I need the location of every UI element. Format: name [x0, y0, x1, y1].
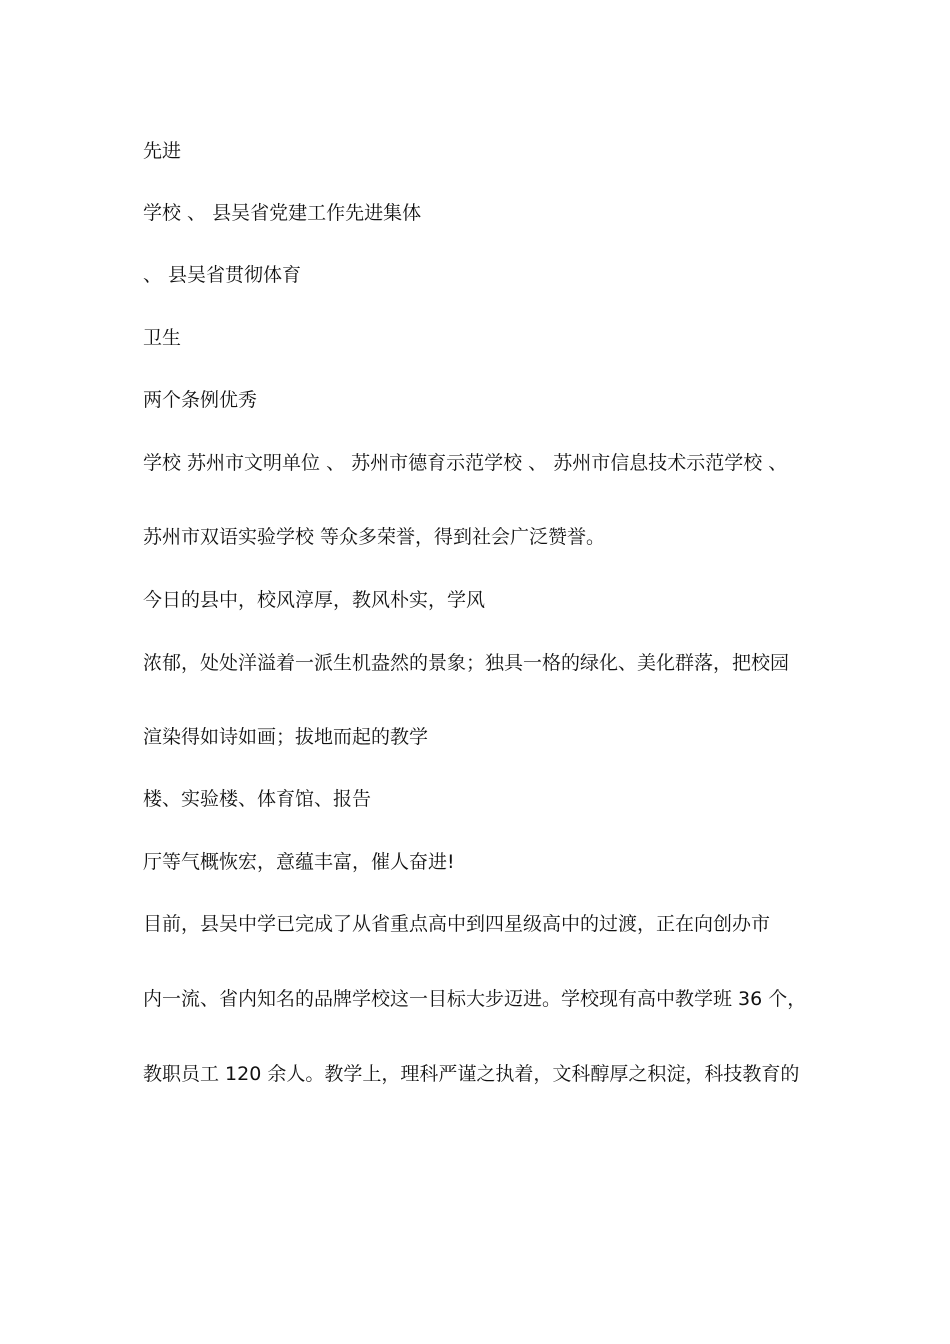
text-line-10: 渲染得如诗如画；拔地而起的教学 — [143, 726, 429, 748]
text-line-6: 学校 苏州市文明单位 、 苏州市德育示范学校 、 苏州市信息技术示范学校 、 — [143, 452, 788, 474]
text-line-11: 楼、实验楼、体育馆、报告 — [143, 788, 372, 810]
text-line-3: 、 县吴省贯彻体育 — [143, 264, 302, 286]
text-line-1: 先进 — [143, 140, 182, 162]
text-line-8: 今日的县中，校风淳厚，教风朴实，学风 — [143, 589, 486, 611]
text-line-2: 学校 、 县吴省党建工作先进集体 — [143, 202, 422, 224]
text-line-5: 两个条例优秀 — [143, 389, 258, 411]
text-line-14: 内一流、省内知名的品牌学校这一目标大步迈进。学校现有高中教学班 36 个， — [143, 988, 807, 1010]
text-line-15: 教职员工 120 余人。教学上，理科严谨之执着，文科醇厚之积淀，科技教育的 — [143, 1063, 800, 1085]
text-line-13: 目前，县吴中学已完成了从省重点高中到四星级高中的过渡，正在向创办市 — [143, 913, 771, 935]
text-line-9: 浓郁，处处洋溢着一派生机盎然的景象；独具一格的绿化、美化群落，把校园 — [143, 652, 790, 674]
text-line-12: 厅等气概恢宏，意蕴丰富，催人奋进! — [143, 851, 455, 873]
text-line-4: 卫生 — [143, 327, 182, 349]
text-line-7: 苏州市双语实验学校 等众多荣誉，得到社会广泛赞誉。 — [143, 526, 606, 548]
